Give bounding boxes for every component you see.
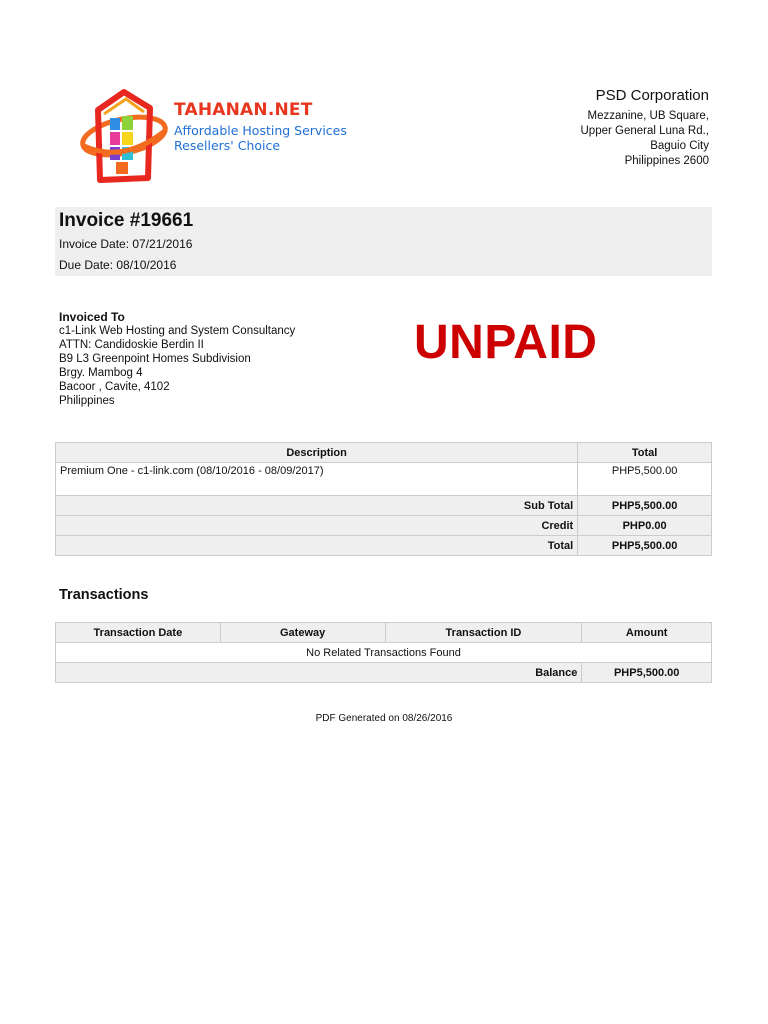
total-column-header: Total: [578, 443, 712, 463]
brand-tagline: [174, 123, 347, 153]
invoice-title: Invoice #19661: [59, 210, 194, 231]
company-city: Baguio City: [650, 140, 709, 152]
table-row: [56, 463, 712, 496]
grand-total-label: Total: [56, 536, 578, 556]
grand-total-value: PHP5,500.00: [578, 536, 712, 556]
invoice-items-table: [55, 442, 712, 556]
subtotal-row: [56, 496, 712, 516]
transactions-header-row: [56, 623, 712, 643]
payment-status-stamp: UNPAID: [414, 316, 598, 369]
company-address-line-2: Upper General Luna Rd.,: [580, 125, 709, 137]
transactions-table: [55, 622, 712, 683]
company-country: Philippines 2600: [624, 155, 709, 167]
company-logo: [78, 86, 348, 192]
tagline-line-2: Resellers' Choice: [174, 138, 281, 153]
amount-column-header: Amount: [582, 623, 712, 643]
item-description: Premium One - c1-link.com (08/10/2016 - 08/09/2017): [56, 463, 578, 496]
balance-row: [56, 663, 712, 683]
client-city: Bacoor , Cavite, 4102: [59, 381, 170, 393]
client-address-line-1: B9 L3 Greenpoint Homes Subdivision: [59, 353, 251, 365]
credit-row: [56, 516, 712, 536]
transaction-date-column-header: Transaction Date: [56, 623, 221, 643]
invoice-date: Invoice Date: 07/21/2016: [59, 237, 193, 251]
pdf-generated-footer: PDF Generated on 08/26/2016: [315, 713, 453, 724]
item-total: PHP5,500.00: [578, 463, 712, 496]
company-address-block: [581, 86, 710, 169]
due-date: Due Date: 08/10/2016: [59, 258, 177, 272]
balance-label: Balance: [56, 663, 582, 683]
client-country: Philippines: [59, 395, 115, 407]
credit-label: Credit: [56, 516, 578, 536]
invoiced-to-heading: Invoiced To: [59, 310, 125, 324]
company-address-line-1: Mezzanine, UB Square,: [587, 110, 709, 122]
no-transactions-message: No Related Transactions Found: [56, 643, 712, 663]
company-name: PSD Corporation: [595, 87, 709, 104]
table-row: [56, 643, 712, 663]
transactions-title: Transactions: [59, 587, 149, 603]
description-column-header: Description: [56, 443, 578, 463]
client-attn: ATTN: Candidoskie Berdin II: [59, 339, 204, 351]
invoiced-to-block: [59, 310, 295, 408]
tagline-line-1: Affordable Hosting Services: [174, 123, 347, 138]
items-header-row: [56, 443, 712, 463]
transaction-id-column-header: Transaction ID: [385, 623, 582, 643]
subtotal-value: PHP5,500.00: [578, 496, 712, 516]
house-logo-icon: [78, 86, 170, 192]
subtotal-label: Sub Total: [56, 496, 578, 516]
invoice-header-band: [55, 207, 712, 276]
client-address-line-2: Brgy. Mambog 4: [59, 367, 143, 379]
credit-value: PHP0.00: [578, 516, 712, 536]
grand-total-row: [56, 536, 712, 556]
balance-value: PHP5,500.00: [582, 663, 712, 683]
client-name: c1-Link Web Hosting and System Consultancy: [59, 325, 296, 337]
gateway-column-header: Gateway: [220, 623, 385, 643]
brand-name: TAHANAN.NET: [174, 100, 313, 120]
